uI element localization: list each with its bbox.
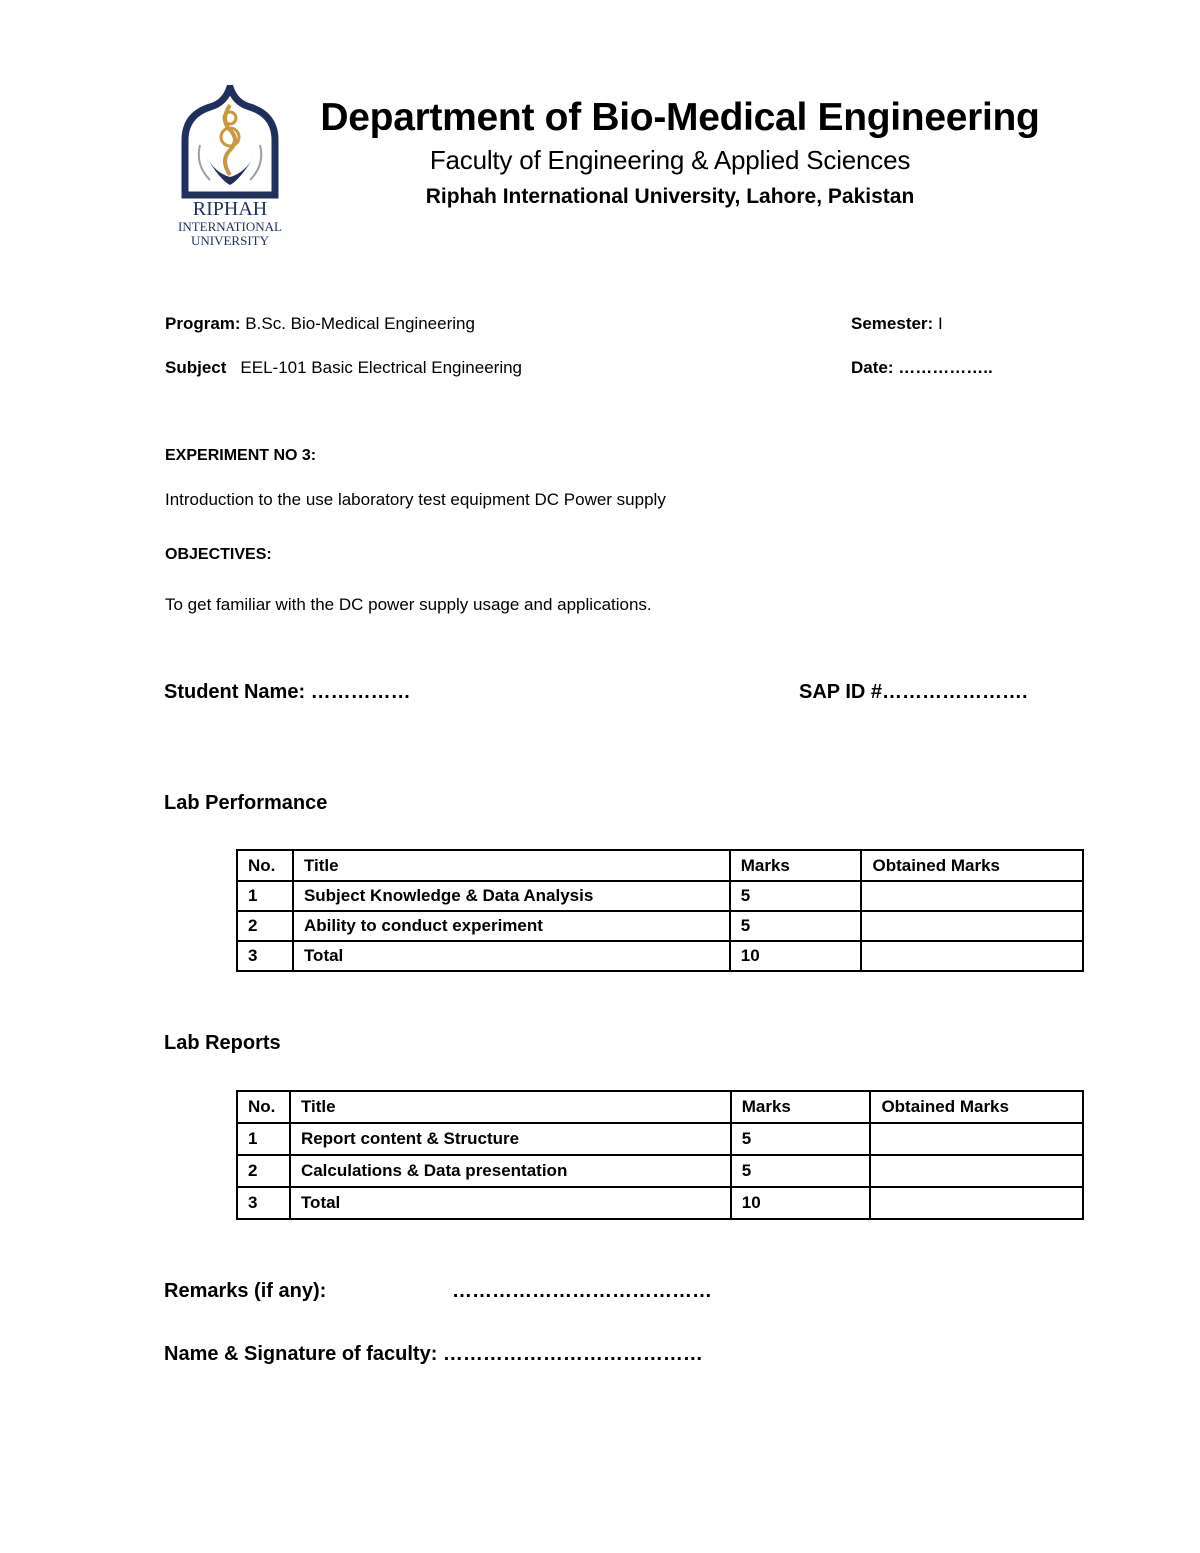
date-value: …………….. — [893, 358, 993, 377]
semester-value: I — [933, 314, 943, 333]
cell-title: Report content & Structure — [290, 1123, 731, 1155]
column-header: Marks — [731, 1091, 871, 1123]
subject-line — [165, 358, 522, 378]
program-line — [165, 314, 475, 334]
cell-marks: 5 — [730, 911, 862, 941]
lab-reports-table — [236, 1090, 1084, 1220]
department-title: Department of Bio-Medical Engineering — [320, 96, 1040, 139]
svg-text:RIPHAH: RIPHAH — [192, 198, 268, 220]
logo-emblem-icon — [165, 85, 295, 250]
lab-performance-heading: Lab Performance — [164, 792, 328, 814]
date-line — [851, 358, 993, 378]
table-header-row — [237, 1091, 1083, 1123]
table-row — [237, 1123, 1083, 1155]
student-name-field: Student Name: …………… — [164, 681, 411, 703]
cell-marks: 10 — [731, 1187, 871, 1219]
faculty-signature-field: Name & Signature of faculty: ………………………………… — [164, 1343, 703, 1365]
cell-marks: 5 — [730, 881, 862, 911]
cell-obtained-marks[interactable] — [861, 881, 1083, 911]
cell-obtained-marks[interactable] — [870, 1123, 1083, 1155]
remarks-label: Remarks (if any): — [164, 1280, 327, 1302]
svg-text:INTERNATIONAL: INTERNATIONAL — [178, 219, 282, 234]
program-label: Program: — [165, 314, 241, 333]
university-title: Riphah International University, Lahore, Pakistan — [425, 185, 915, 208]
cell-title: Total — [293, 941, 730, 971]
column-header: Title — [293, 850, 730, 881]
cell-title: Calculations & Data presentation — [290, 1155, 731, 1187]
table-header-row — [237, 850, 1083, 881]
experiment-title: Introduction to the use laboratory test equipment DC Power supply — [165, 490, 666, 509]
table-row — [237, 941, 1083, 971]
table-row — [237, 911, 1083, 941]
cell-no: 3 — [237, 941, 293, 971]
program-value: B.Sc. Bio-Medical Engineering — [240, 314, 475, 333]
cell-obtained-marks[interactable] — [861, 941, 1083, 971]
column-header: Obtained Marks — [870, 1091, 1083, 1123]
experiment-heading: EXPERIMENT NO 3: — [165, 447, 317, 464]
subject-value: EEL-101 Basic Electrical Engineering — [240, 358, 523, 377]
remarks-field[interactable]: ………………………………… — [452, 1280, 712, 1302]
column-header: Title — [290, 1091, 731, 1123]
svg-text:UNIVERSITY: UNIVERSITY — [191, 233, 269, 248]
semester-line — [851, 314, 943, 334]
objectives-heading: OBJECTIVES: — [165, 546, 272, 563]
objectives-text: To get familiar with the DC power supply usage and applications. — [165, 595, 652, 614]
cell-no: 2 — [237, 1155, 290, 1187]
cell-no: 1 — [237, 1123, 290, 1155]
semester-label: Semester: — [851, 314, 934, 333]
university-logo — [165, 85, 295, 250]
column-header: No. — [237, 1091, 290, 1123]
cell-no: 2 — [237, 911, 293, 941]
table-row — [237, 1187, 1083, 1219]
date-label: Date: — [851, 358, 894, 377]
column-header: Marks — [730, 850, 862, 881]
cell-obtained-marks[interactable] — [870, 1155, 1083, 1187]
cell-obtained-marks[interactable] — [861, 911, 1083, 941]
cell-marks: 10 — [730, 941, 862, 971]
cell-title: Total — [290, 1187, 731, 1219]
cell-marks: 5 — [731, 1123, 871, 1155]
cell-obtained-marks[interactable] — [870, 1187, 1083, 1219]
sap-id-field: SAP ID #…………………. — [799, 681, 1028, 703]
subject-label: Subject — [165, 358, 227, 377]
cell-no: 3 — [237, 1187, 290, 1219]
column-header: Obtained Marks — [861, 850, 1083, 881]
table-row — [237, 881, 1083, 911]
lab-performance-table — [236, 849, 1084, 972]
cell-marks: 5 — [731, 1155, 871, 1187]
lab-reports-heading: Lab Reports — [164, 1032, 281, 1054]
column-header: No. — [237, 850, 293, 881]
cell-title: Ability to conduct experiment — [293, 911, 730, 941]
cell-title: Subject Knowledge & Data Analysis — [293, 881, 730, 911]
table-row — [237, 1155, 1083, 1187]
cell-no: 1 — [237, 881, 293, 911]
faculty-title: Faculty of Engineering & Applied Sciences — [429, 145, 911, 175]
